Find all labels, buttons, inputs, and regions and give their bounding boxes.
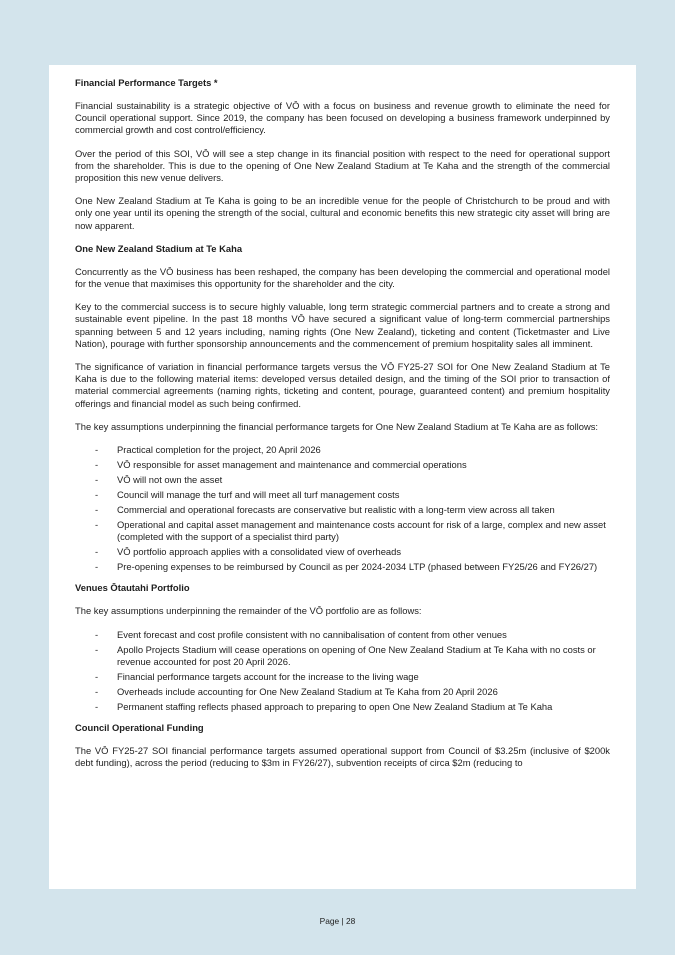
list-item: - Permanent staffing reflects phased approach to preparing to open One New Zealand Stadium at Te Kaha xyxy=(95,701,610,713)
list-item: - Commercial and operational forecasts are conservative but realistic with a long-term view across all taken xyxy=(95,504,610,516)
list-item: - VŌ will not own the asset xyxy=(95,474,610,486)
page-number: Page | 28 xyxy=(319,916,356,926)
list-item: - Financial performance targets account for the increase to the living wage xyxy=(95,671,610,683)
list-item: - VŌ portfolio approach applies with a consolidated view of overheads xyxy=(95,546,610,558)
venues-assumptions-list xyxy=(75,629,610,713)
paragraph: One New Zealand Stadium at Te Kaha is going to be an incredible venue for the people of Christchurch to be proud and with only one year until its opening the strength of the social, cultural and economic benefits this new strategic city asset will bring are now apparent. xyxy=(75,195,610,231)
paragraph: The VŌ FY25-27 SOI financial performance targets assumed operational support from Council of $3.25m (inclusive of $200k debt funding), across the period (reducing to $3m in FY26/27), subvention receipts of circa $2m (reducing to xyxy=(75,745,610,769)
list-item: - Pre-opening expenses to be reimbursed by Council as per 2024-2034 LTP (phased between FY25/26 and FY26/27) xyxy=(95,561,610,573)
document-page xyxy=(49,65,636,889)
list-item: - Practical completion for the project, 20 April 2026 xyxy=(95,444,610,456)
list-item: - Council will manage the turf and will meet all turf management costs xyxy=(95,489,610,501)
stadium-assumptions-list xyxy=(75,444,610,573)
paragraph: Key to the commercial success is to secure highly valuable, long term strategic commercial partners and to create a strong and sustainable event pipeline. In the past 18 months VŌ have secured a significant value of long-term commercial partnerships spanning between 5 and 12 years including, naming rights (One New Zealand), ticketing and content (Ticketmaster and Live Nation), pourage with further sponsorship announcements and the commencement of premium hospitality sales all imminent. xyxy=(75,301,610,349)
section-heading-financial-targets: Financial Performance Targets * xyxy=(75,77,218,88)
list-item: - Operational and capital asset management and maintenance costs account for risk of a large, complex and new asset (completed with the support of a specialist third party) xyxy=(95,519,610,543)
paragraph: Concurrently as the VŌ business has been reshaped, the company has been developing the commercial and operational model for the venue that maximises this opportunity for the shareholder and the city. xyxy=(75,265,610,290)
paragraph: The significance of variation in financial performance targets versus the VŌ FY25-27 SOI for One New Zealand Stadium at Te Kaha is due to the following material items: developed versus detailed design, and the timing of the SOI prior to transaction of material commercial agreements (naming rights, ticketing and content, pourage, guaranteed content) and premium hospitality offerings and financial model as such being confirmed. xyxy=(75,361,610,409)
section-heading-venues: Venues Ōtautahi Portfolio xyxy=(75,582,190,594)
section-heading-stadium: One New Zealand Stadium at Te Kaha xyxy=(75,242,243,254)
list-item: - VŌ responsible for asset management and maintenance and commercial operations xyxy=(95,459,610,471)
paragraph: Over the period of this SOI, VŌ will see a step change in its financial position with respect to the need for operational support from the shareholder. This is due to the opening of One New Zealand Stadium at Te Kaha and the strength of the commercial proposition this new venue delivers. xyxy=(75,147,610,184)
list-item: - Event forecast and cost profile consistent with no cannibalisation of content from other venues xyxy=(95,629,610,641)
paragraph: The key assumptions underpinning the financial performance targets for One New Zealand Stadium at Te Kaha are as follows: xyxy=(75,420,599,432)
list-item: - Overheads include accounting for One New Zealand Stadium at Te Kaha from 20 April 2026 xyxy=(95,686,610,698)
list-item: - Apollo Projects Stadium will cease operations on opening of One New Zealand Stadium at Te Kaha with no costs or revenue accounted for post 20 April 2026. xyxy=(95,644,610,668)
paragraph: The key assumptions underpinning the remainder of the VŌ portfolio are as follows: xyxy=(75,605,422,617)
paragraph: Financial sustainability is a strategic objective of VŌ with a focus on business and revenue growth to eliminate the need for Council operational support. Since 2019, the company has been focused on developing a business framework underpinned by commercial growth and cost control/efficiency. xyxy=(75,100,610,136)
section-heading-council-funding: Council Operational Funding xyxy=(75,722,204,734)
